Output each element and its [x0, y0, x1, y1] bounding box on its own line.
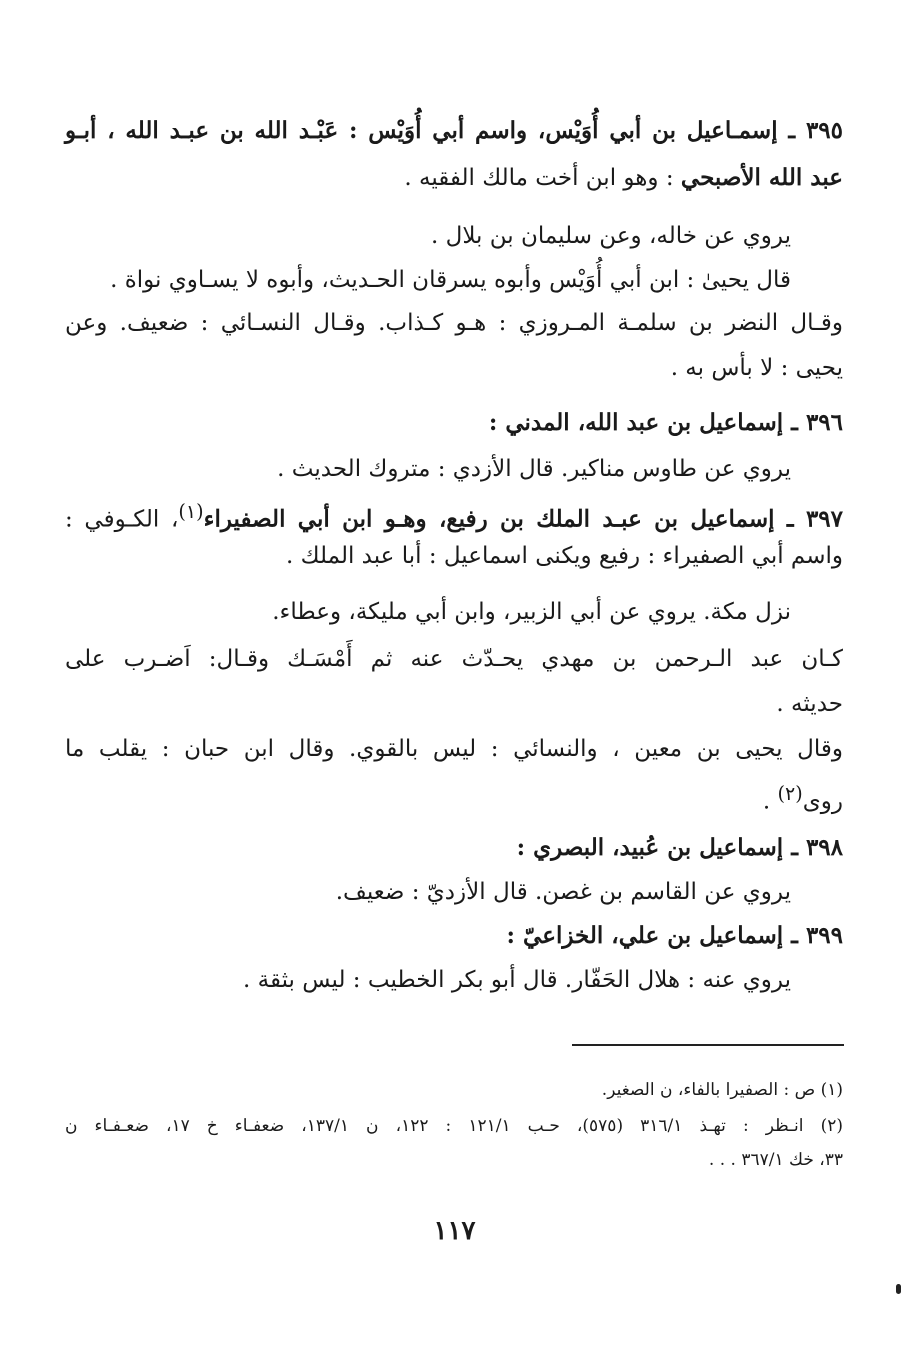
footnote-separator [572, 1044, 844, 1046]
entry-397-paragraph-1: نزل مكة. يروي عن أبي الزبير، وابن أبي مليكة، وعطاء. [272, 599, 791, 625]
ink-mark [896, 1284, 901, 1294]
entry-395-heading: ٣٩٥ ـ إسمـاعيل بن أبي أُوَيْس، واسم أبي أُوَيْس : عَبْـد الله بن عبـد الله ، أبـو [65, 117, 843, 144]
entry-399-paragraph-1: يروي عنه : هلال الحَفّار. قال أبو بكر الخطيب : ليس بثقة . [242, 967, 791, 993]
entry-396-paragraph-1: يروي عن طاوس مناكير. قال الأزدي : متروك الحديث . [277, 456, 791, 482]
entry-397-name: ٣٩٧ ـ إسماعيل بن عبـد الملك بن رفيع، وهـو ابن أبي الصفيراء [203, 505, 843, 533]
entry-397-paragraph-2-end: حديثه . [776, 691, 843, 717]
entry-395-note: : وهو ابن أخت مالك الفقيه . [404, 165, 681, 191]
entry-395-nisba: عبد الله الأصبحي [680, 164, 843, 191]
entry-395-paragraph-2: قال يحيىٰ : ابن أبي أُوَيْس وأبوه يسرقان الحـديث، وأبوه لا يسـاوي نواة . [110, 267, 791, 293]
entry-398-heading: ٣٩٨ ـ إسماعيل بن عُبيد، البصري : [516, 834, 843, 861]
entry-395-heading-continued [65, 160, 843, 196]
entry-397-nisba: ، الكـوفي : [65, 506, 179, 533]
footnote-ref-1: (١) [178, 500, 204, 523]
entry-395-paragraph-3: وقـال النضر بن سلمـة المـروزي : هـو كـذاب. وقـال النسـائي : ضعيف. وعن [65, 310, 843, 336]
entry-396-heading: ٣٩٦ ـ إسماعيل بن عبد الله، المدني : [488, 409, 843, 436]
entry-397-period: . [762, 788, 778, 815]
entry-397-heading [65, 494, 843, 538]
entry-395-paragraph-1: يروي عن خاله، وعن سليمان بن بلال . [430, 223, 791, 249]
footnote-1: (١) ص : الصفيرا بالفاء، ن الصغير. [601, 1080, 843, 1100]
entry-397-ruwa: روى [802, 788, 843, 815]
entry-397-paragraph-3-end [65, 776, 843, 820]
entry-395-paragraph-3-end: يحيى : لا بأس به . [670, 355, 843, 381]
entry-397-heading-continued: واسم أبي الصفيراء : رفيع ويكنى اسماعيل : أبا عبد الملك . [286, 543, 843, 569]
footnote-2: (٢) انـظر : تهـذ ٣١٦/١ (٥٧٥)، حـب ١٢١/١ : ١٢٢، ن ١٣٧/١، ضعفـاء خ ١٧، ضعـفـاء ن [65, 1116, 843, 1136]
entry-399-heading: ٣٩٩ ـ إسماعيل بن علي، الخزاعيّ : [506, 922, 843, 949]
entry-397-paragraph-2: كـان عبد الـرحمن بن مهدي يحـدّث عنه ثم أَمْسَـك وقـال: اَضـرب على [65, 646, 843, 672]
footnote-2-end: ٣٣، خك ٣٦٧/١ . . . [708, 1150, 843, 1170]
entry-397-paragraph-3: وقال يحيى بن معين ، والنسائي : ليس بالقوي. وقال ابن حبان : يقلب ما [65, 736, 843, 762]
page-number: ١١٧ [433, 1216, 476, 1246]
entry-398-paragraph-1: يروي عن القاسم بن غصن. قال الأزديّ : ضعيف. [335, 879, 791, 905]
footnote-ref-2: (٢) [777, 782, 803, 805]
